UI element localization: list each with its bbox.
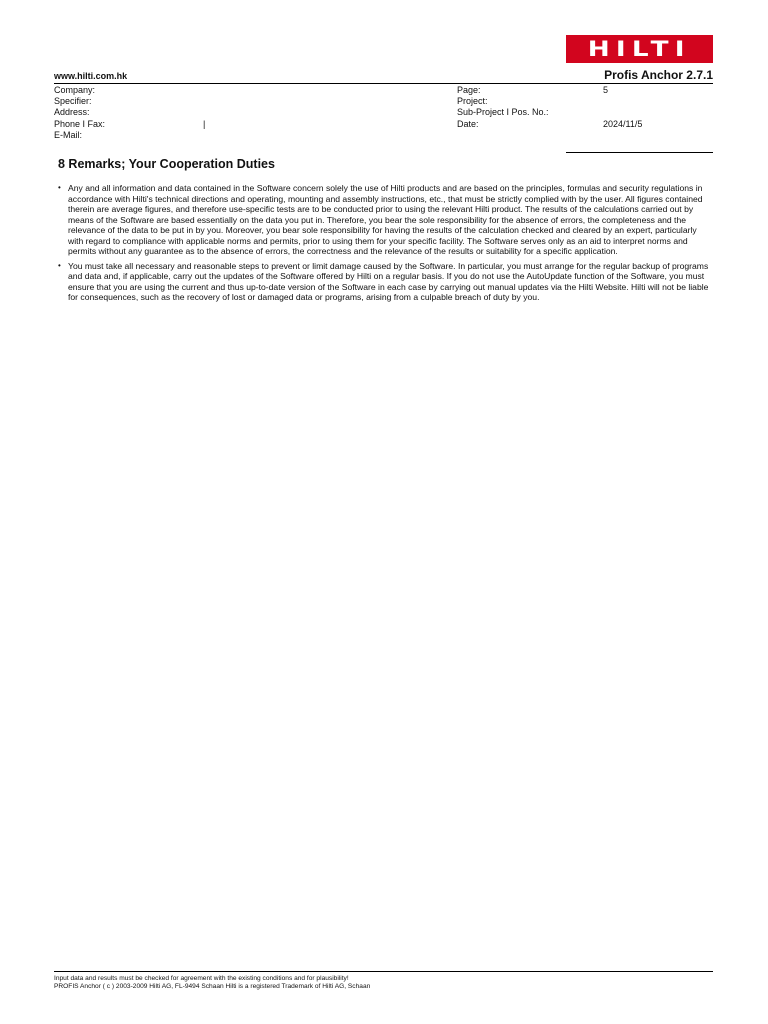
remark-item: • Any and all information and data contained in the Software concern solely the use of Hilti products and are based on the principles, formulas and security regulations in accordance with Hilti's technical directions and operating, mounting and assembly instructions, etc., that must be strictly complied with by the user. All figures contained therein are average figures, and therefore use-specific tests are to be conducted prior to using the relevant Hilti product. The results of the calculations carried out by means of the Software are based essentially on the data you put in. Therefore, you bear the sole responsibility for the absence of errors, the completeness and the relevance of the data to be put in by you. Moreover, you bear sole responsibility for having the results of the calculation checked and cleared by an expert, particularly with regard to compliance with applicable norms and permits, prior to using them for your specific facility. The Software serves only as an aid to interpret norms and permits without any guarantee as to the absence of errors, the correctness and the relevance of the results or suitability for a specific application.	[58, 183, 710, 257]
specifier-label: Specifier:	[54, 96, 92, 106]
section-title: 8 Remarks; Your Cooperation Duties	[58, 157, 275, 171]
footer-divider-accent	[566, 971, 713, 972]
phone-fax-separator: |	[203, 119, 206, 129]
address-label: Address:	[54, 107, 90, 117]
header-divider	[54, 83, 713, 84]
remark-item: • You must take all necessary and reasonable steps to prevent or limit damage caused by the Software. In particular, you must arrange for the regular backup of programs and data and, if applicable, carry out the updates of the Software offered by Hilti on a regular basis. If you do not use the AutoUpdate function of the Software, you must ensure that you are using the current and thus up-to-date version of the Software in each case by carrying out manual updates via the Hilti Website. Hilti will not be liable for consequences, such as the recovery of lost or damaged data or programs, arising from a culpable breach of duty by you.	[58, 261, 710, 303]
page-label: Page:	[457, 85, 481, 95]
hilti-logo	[566, 35, 713, 63]
company-label: Company:	[54, 85, 96, 95]
project-label: Project:	[457, 96, 488, 106]
footer-disclaimer: Input data and results must be checked for agreement with the existing conditions and for plausibility!	[54, 975, 349, 982]
date-value: 2024/11/5	[603, 119, 643, 129]
website-url: www.hilti.com.hk	[54, 71, 128, 81]
remarks-list	[58, 183, 710, 307]
footer-copyright: PROFIS Anchor ( c ) 2003-2009 Hilti AG, FL-9494 Schaan Hilti is a registered Trademark of Hilti AG, Schaan	[54, 983, 371, 990]
logo-text: HILTI	[587, 36, 692, 61]
page-value: 5	[603, 85, 609, 95]
fields-divider	[566, 152, 713, 153]
email-label: E-Mail:	[54, 130, 83, 140]
phone-fax-label: Phone I Fax:	[54, 119, 106, 129]
subproject-label: Sub-Project I Pos. No.:	[457, 107, 549, 117]
product-name: Profis Anchor 2.7.1	[604, 68, 713, 82]
footer	[54, 975, 370, 991]
date-label: Date:	[457, 119, 479, 129]
